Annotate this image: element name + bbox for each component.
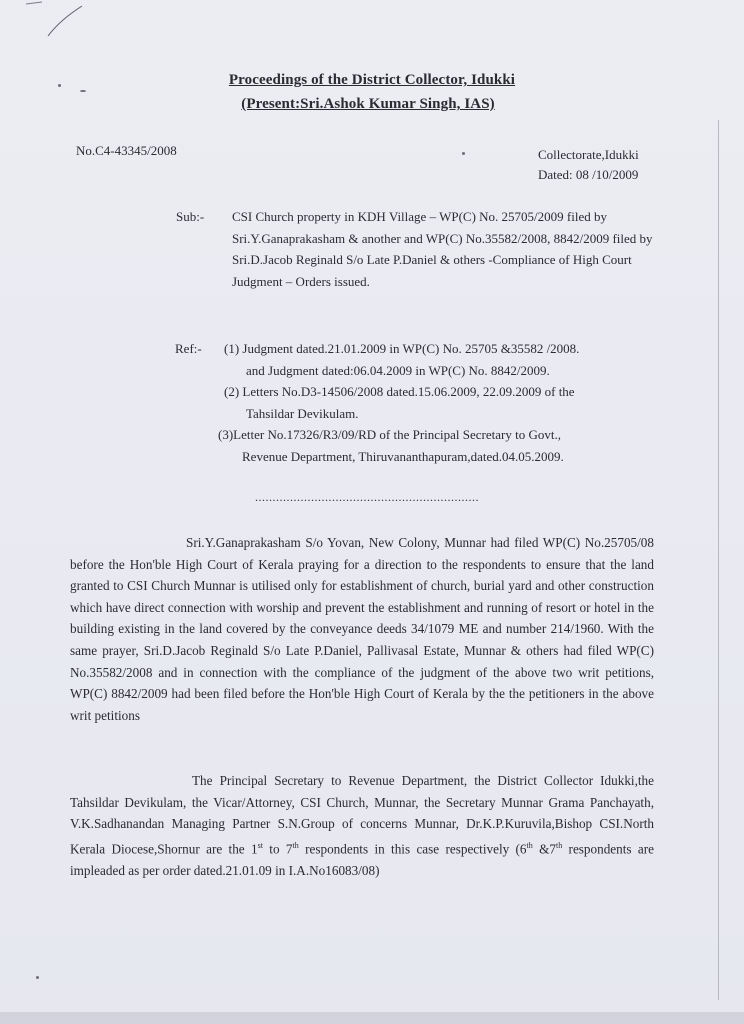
- body-paragraph-2: [70, 770, 654, 881]
- reference-line: (1) Judgment dated.21.01.2009 in WP(C) No. 25705 &35582 /2008.: [224, 341, 580, 356]
- document-date: Dated: 08 /10/2009: [538, 167, 639, 182]
- reference-line: (3)Letter No.17326/R3/09/RD of the Principal Secretary to Govt.,: [218, 427, 561, 442]
- document-title: Proceedings of the District Collector, Idukki: [228, 72, 516, 88]
- references-list: [218, 338, 664, 467]
- ink-speck: [80, 90, 86, 92]
- paragraph-2-text-b: to 7: [262, 841, 293, 857]
- page-bottom-edge: [0, 1012, 744, 1024]
- paragraph-2-text-c: respondents in this case respectively (6: [298, 841, 527, 857]
- ink-speck: [462, 152, 465, 155]
- reference-line: Tahsildar Devikulam.: [246, 405, 359, 421]
- reference-line: Revenue Department, Thiruvananthapuram,dated.04.05.2009.: [242, 448, 564, 464]
- office-block: [538, 145, 639, 185]
- paragraph-2-text-e: respondents are impleaded as per order dated.21.01.09 in I.A.No16083/08): [70, 841, 654, 878]
- separator-dots: ................................................................: [255, 490, 479, 504]
- superscript-th: th: [292, 840, 299, 850]
- references-label: Ref:-: [175, 341, 202, 356]
- ink-speck: [36, 976, 39, 979]
- superscript-st: st: [257, 840, 263, 850]
- body-paragraph-1: [70, 532, 654, 726]
- reference-line: and Judgment dated:06.04.2009 in WP(C) No. 8842/2009.: [246, 362, 550, 378]
- paragraph-1-text: Sri.Y.Ganaprakasham S/o Yovan, New Colony, Munnar had filed WP(C) No.25705/08 before the Hon'ble High Court of Kerala praying for a direction to the respondents to ensure that the land granted to CSI Church Munnar is utilised only for establishment of church, burial yard and other construction which have direct connection with worship and prevent the establishment and running of resort or hotel in the building existing in the land covered by the conveyance deeds 34/1079 ME and number 214/1960. With the same prayer, Sri.D.Jacob Reginald S/o Late P.Daniel, Pallivasal Estate, Munnar & others had filed WP(C) No.35582/2008 and in connection with the compliance of the judgment of the above two writ petitions, WP(C) 8842/2009 had been filed before the Hon'ble High Court of Kerala by the the petitioners in the above writ petitions: [70, 535, 654, 723]
- file-number: No.C4-43345/2008: [76, 143, 177, 158]
- paragraph-2-text-a: The Principal Secretary to Revenue Department, the District Collector Idukki,the Tahsildar Devikulam, the Vicar/Attorney, CSI Church, Munnar, the Secretary Munnar Grama Panchayath, V.K.Sadhanandan Managing Partner S.N.Group of concerns Munnar, Dr.K.P.Kuruvila,Bishop CSI.North Kerala Diocese,Shornur are the 1: [70, 773, 654, 857]
- superscript-th: th: [526, 840, 533, 850]
- pen-mark: [20, 0, 100, 40]
- reference-line: (2) Letters No.D3-14506/2008 dated.15.06.2009, 22.09.2009 of the: [224, 384, 575, 399]
- page-edge-line: [718, 120, 719, 1000]
- superscript-th: th: [555, 840, 563, 850]
- office-name: Collectorate,Idukki: [538, 147, 639, 162]
- document-present: (Present:Sri.Ashok Kumar Singh, IAS): [241, 96, 495, 112]
- subject-text: CSI Church property in KDH Village – WP(C) No. 25705/2009 filed by Sri.Y.Ganaprakasham & another and WP(C) No.35582/2008, 8842/2009 filed by Sri.D.Jacob Reginald S/o Late P.Daniel & others -Compliance of High Court Judgment – Orders issued.: [232, 209, 653, 289]
- paragraph-2-text-d: &7: [532, 841, 556, 857]
- subject-label: Sub:-: [176, 209, 205, 224]
